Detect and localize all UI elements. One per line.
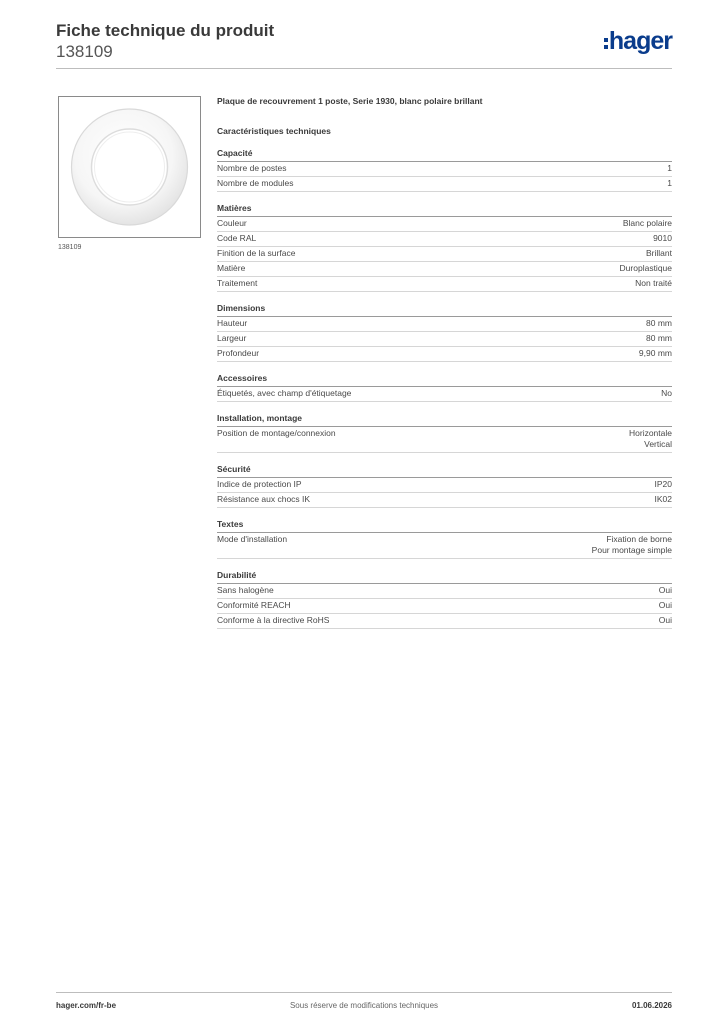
footer-website[interactable]: hager.com/fr-be (56, 1001, 117, 1010)
spec-label: Position de montage/connexion (217, 428, 336, 438)
spec-value-line: Oui (658, 585, 672, 595)
spec-value-line: 9,90 mm (638, 348, 672, 358)
spec-row (217, 584, 672, 599)
section-title: Textes (217, 518, 672, 533)
spec-value-line: Non traité (635, 278, 672, 288)
section-title: Capacité (217, 147, 672, 162)
footer-date: 01.06.2026 (631, 1001, 672, 1010)
spec-value-line: Blanc polaire (622, 218, 672, 228)
header-divider (56, 68, 672, 69)
spec-label: Hauteur (217, 318, 248, 328)
product-description: Plaque de recouvrement 1 poste, Serie 1930, blanc polaire brillant (217, 96, 483, 106)
spec-section (217, 147, 672, 192)
spec-value-line: Fixation de borne (606, 534, 672, 544)
spec-label: Nombre de modules (217, 178, 294, 188)
section-title: Dimensions (217, 302, 672, 317)
spec-value-line: Oui (658, 600, 672, 610)
page-header (56, 20, 672, 70)
spec-value (655, 479, 673, 490)
spec-value (661, 388, 672, 399)
spec-value (639, 348, 672, 359)
spec-value-line: Vertical (644, 439, 672, 449)
spec-label: Mode d'installation (217, 534, 288, 544)
spec-section (217, 412, 672, 453)
spec-value (667, 178, 672, 189)
section-title: Accessoires (217, 372, 672, 387)
spec-sections (217, 147, 672, 629)
spec-label: Étiquetés, avec champ d'étiquetage (217, 388, 352, 398)
spec-value (659, 615, 672, 626)
spec-row (217, 277, 672, 292)
spec-row (217, 217, 672, 232)
spec-value-line: Duroplastique (619, 263, 672, 273)
spec-section (217, 202, 672, 292)
tech-heading: Caractéristiques techniques (217, 126, 331, 136)
section-title: Durabilité (217, 569, 672, 584)
spec-label: Traitement (217, 278, 258, 288)
spec-row (217, 162, 672, 177)
spec-section (217, 569, 672, 629)
spec-label: Matière (217, 263, 246, 273)
spec-row (217, 614, 672, 629)
spec-value (659, 600, 672, 611)
spec-label: Sans halogène (217, 585, 274, 595)
spec-value (635, 278, 672, 289)
spec-row (217, 493, 672, 508)
spec-label: Code RAL (217, 233, 257, 243)
spec-value (667, 163, 672, 174)
spec-label: Indice de protection IP (217, 479, 302, 489)
spec-row (217, 387, 672, 402)
spec-label: Couleur (217, 218, 247, 228)
spec-value-line: 1 (667, 163, 672, 173)
cover-plate-icon (59, 97, 200, 237)
section-title: Sécurité (217, 463, 672, 478)
spec-value (646, 333, 672, 344)
section-title: Matières (217, 202, 672, 217)
spec-row (217, 427, 672, 453)
spec-label: Nombre de postes (217, 163, 287, 173)
spec-value-line: No (661, 388, 672, 398)
spec-value (655, 494, 673, 505)
spec-content (217, 95, 672, 639)
spec-section (217, 302, 672, 362)
spec-value-line: Brillant (646, 248, 672, 258)
spec-section (217, 518, 672, 559)
hager-logo (604, 28, 672, 54)
spec-value (629, 428, 672, 450)
spec-label: Conformité REACH (217, 600, 291, 610)
spec-value-line: 80 mm (646, 333, 672, 343)
spec-value (620, 263, 672, 274)
spec-value-line: 1 (667, 178, 672, 188)
spec-value-line: Horizontale (629, 428, 672, 438)
spec-value (659, 585, 672, 596)
footer-notice: Sous réserve de modifications techniques (289, 1001, 439, 1010)
logo-dots-icon (604, 38, 608, 49)
spec-row (217, 247, 672, 262)
spec-value-line: Pour montage simple (591, 545, 672, 555)
spec-row (217, 347, 672, 362)
product-number: 138109 (56, 42, 113, 61)
spec-row (217, 533, 672, 559)
spec-value (646, 318, 672, 329)
section-title: Installation, montage (217, 412, 672, 427)
spec-value (623, 218, 672, 229)
page-title: Fiche technique du produit (56, 21, 275, 40)
page-footer (56, 992, 672, 1012)
spec-row (217, 332, 672, 347)
logo-text: hager (608, 27, 672, 55)
spec-section (217, 372, 672, 402)
spec-value (653, 233, 672, 244)
spec-section (217, 463, 672, 508)
spec-label: Largeur (217, 333, 247, 343)
spec-value-line: 9010 (653, 233, 672, 243)
image-caption: 138109 (58, 244, 82, 251)
spec-row (217, 177, 672, 192)
product-image (58, 96, 201, 238)
spec-value-line: IK02 (654, 494, 672, 504)
spec-row (217, 599, 672, 614)
spec-label: Profondeur (217, 348, 260, 358)
spec-row (217, 478, 672, 493)
spec-value (592, 534, 672, 556)
spec-label: Résistance aux chocs IK (217, 494, 311, 504)
spec-row (217, 232, 672, 247)
spec-row (217, 317, 672, 332)
spec-value (646, 248, 672, 259)
spec-label: Conforme à la directive RoHS (217, 615, 330, 625)
spec-value-line: 80 mm (646, 318, 672, 328)
spec-row (217, 262, 672, 277)
spec-label: Finition de la surface (217, 248, 296, 258)
spec-value-line: Oui (658, 615, 672, 625)
spec-value-line: IP20 (654, 479, 672, 489)
